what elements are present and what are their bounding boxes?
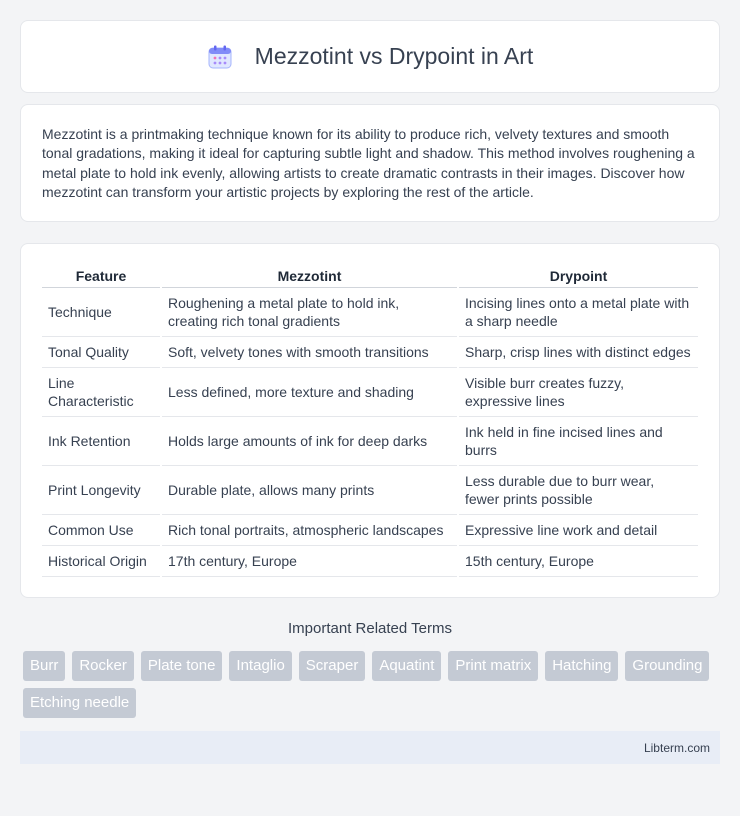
mezzotint-cell: Holds large amounts of ink for deep darks [161, 417, 458, 466]
tag-scraper[interactable]: Scraper [299, 651, 366, 681]
header-mezzotint: Mezzotint [161, 264, 458, 288]
footer [20, 731, 720, 764]
drypoint-cell: Incising lines onto a metal plate with a sharp needle [458, 288, 698, 337]
tag-burr[interactable]: Burr [23, 651, 65, 681]
intro-card [20, 104, 720, 222]
feature-cell: Line Characteristic [42, 368, 161, 417]
drypoint-cell: 15th century, Europe [458, 546, 698, 577]
feature-cell: Ink Retention [42, 417, 161, 466]
table-row [42, 466, 698, 515]
mezzotint-cell: Rich tonal portraits, atmospheric landscapes [161, 515, 458, 546]
table-row [42, 515, 698, 546]
tag-rocker[interactable]: Rocker [72, 651, 134, 681]
intro-text: Mezzotint is a printmaking technique known for its ability to produce rich, velvety textures and smooth tonal gradations, making it ideal for capturing subtle light and shadow. This method involves roughening a metal plate to hold ink evenly, allowing artists to create dramatic contrasts in their images. Discover how mezzotint can transform your artistic projects by exploring the rest of the article. [42, 126, 695, 200]
mezzotint-cell: Durable plate, allows many prints [161, 466, 458, 515]
table-row [42, 288, 698, 337]
comparison-table [42, 264, 698, 577]
tag-etching-needle[interactable]: Etching needle [23, 688, 136, 718]
related-terms-list [20, 651, 720, 718]
tag-hatching[interactable]: Hatching [545, 651, 618, 681]
footer-site-link[interactable]: Libterm.com [643, 740, 710, 755]
mezzotint-cell: Soft, velvety tones with smooth transitions [161, 337, 458, 368]
feature-cell: Tonal Quality [42, 337, 161, 368]
table-row [42, 417, 698, 466]
mezzotint-cell: 17th century, Europe [161, 546, 458, 577]
mezzotint-cell: Roughening a metal plate to hold ink, creating rich tonal gradients [161, 288, 458, 337]
header-drypoint: Drypoint [458, 264, 698, 288]
drypoint-cell: Sharp, crisp lines with distinct edges [458, 337, 698, 368]
feature-cell: Technique [42, 288, 161, 337]
comparison-card [20, 243, 720, 598]
tag-grounding[interactable]: Grounding [625, 651, 709, 681]
tag-plate-tone[interactable]: Plate tone [141, 651, 223, 681]
feature-cell: Common Use [42, 515, 161, 546]
table-header-row [42, 264, 698, 288]
tag-intaglio[interactable]: Intaglio [229, 651, 291, 681]
calendar-icon [207, 44, 233, 70]
table-row [42, 368, 698, 417]
table-row [42, 337, 698, 368]
tag-aquatint[interactable]: Aquatint [372, 651, 441, 681]
related-terms-heading: Important Related Terms [288, 620, 452, 638]
header-feature: Feature [42, 264, 161, 288]
title-card [20, 20, 720, 93]
drypoint-cell: Less durable due to burr wear, fewer prints possible [458, 466, 698, 515]
tag-print-matrix[interactable]: Print matrix [448, 651, 538, 681]
drypoint-cell: Visible burr creates fuzzy, expressive lines [458, 368, 698, 417]
page-title: Mezzotint vs Drypoint in Art [254, 43, 534, 69]
table-row [42, 546, 698, 577]
drypoint-cell: Expressive line work and detail [458, 515, 698, 546]
feature-cell: Historical Origin [42, 546, 161, 577]
drypoint-cell: Ink held in fine incised lines and burrs [458, 417, 698, 466]
mezzotint-cell: Less defined, more texture and shading [161, 368, 458, 417]
feature-cell: Print Longevity [42, 466, 161, 515]
